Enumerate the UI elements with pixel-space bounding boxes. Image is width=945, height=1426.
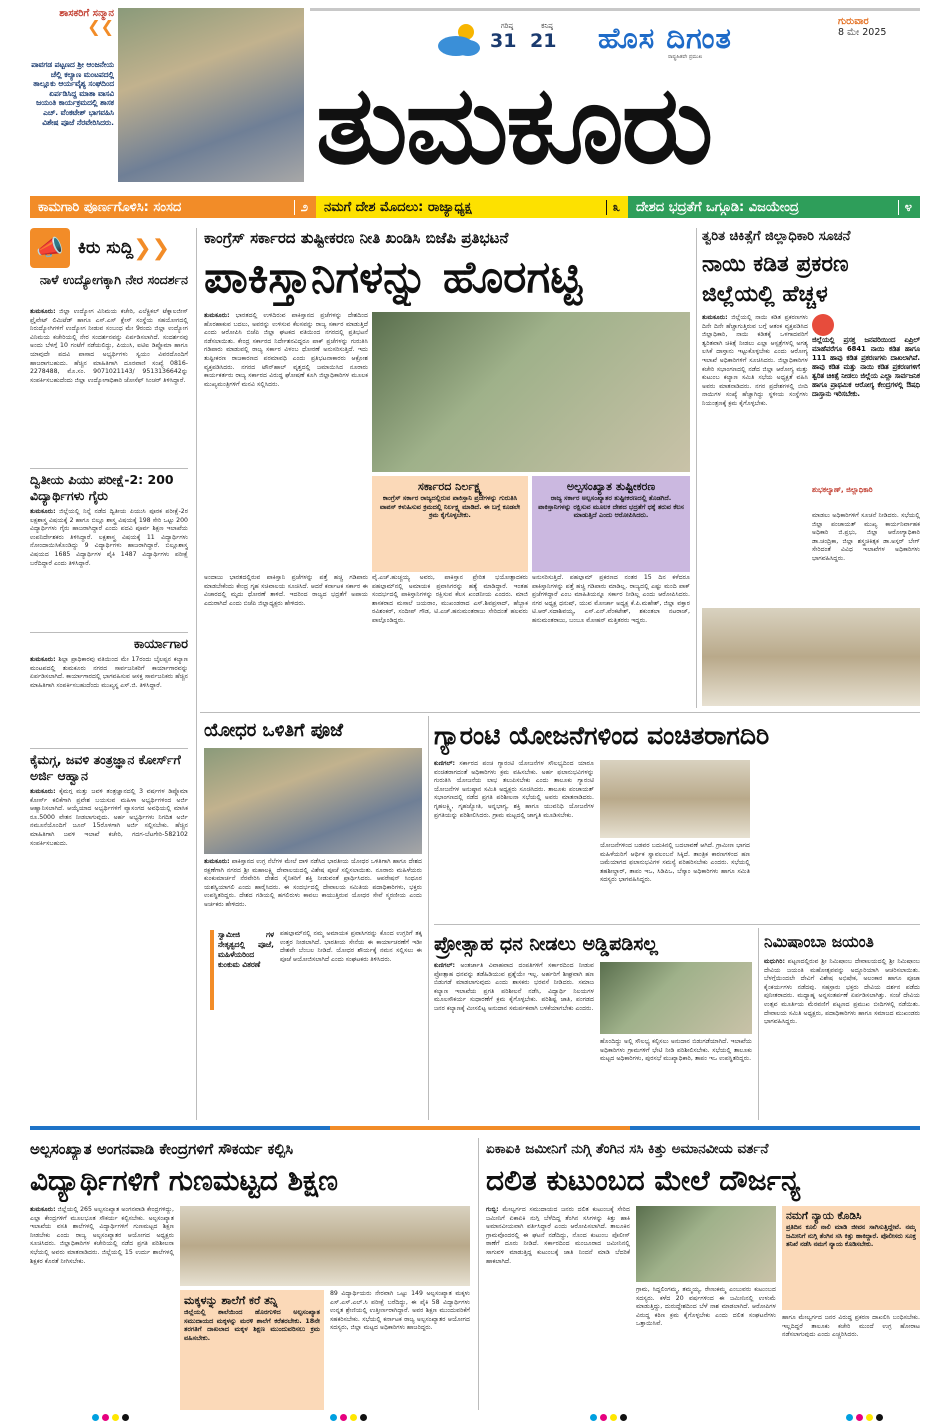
section-rule-1 xyxy=(200,712,920,713)
col-rule-5 xyxy=(478,1138,479,1410)
kiru-divider-1 xyxy=(30,468,188,469)
yodhara-body xyxy=(204,858,422,928)
kiru-item-3-title: ಕಾರ್ಯಾಗಾರ xyxy=(133,637,188,652)
dalita-box-text: ಪ್ರತಿದಿನ ಕೂಲಿ ನಾಲಿ ಮಾಡಿ ಜೀವನ ಸಾಗಿಸುತ್ತಿದ್ದೇವೆ. ನಮ್ಮ ಜಮೀನಿಗೆ ನುಗ್ಗಿ ತೆಂಗಿನ ಸಸಿ ಕಿತ್ತು ಹಾಕಿದ್ದಾರೆ. ಪೊಲೀಸರು ಸೂಕ್ತ ತನಿಖೆ ನಡೆಸಿ ನಮಗೆ ನ್ಯಾಯ ಕೊಡಿಸಬೇಕು. xyxy=(786,1223,916,1249)
anganwadi-body-2: 89 ವಿದ್ಯಾರ್ಥಿಯರು ನೇರವಾಗಿ ಒಟ್ಟು 149 ಅಲ್ಪಸಂಖ್ಯಾತ ಮಕ್ಕಳು ಎಸ್.ಎಸ್.ಎಲ್.ಸಿ ಪರೀಕ್ಷೆ ಬರೆದಿದ್ದು, ಈ ಪೈಕಿ 58 ವಿದ್ಯಾರ್ಥಿಗಳು ಉನ್ನತ ಶ್ರೇಣಿಯಲ್ಲಿ ಉತ್ತೀರ್ಣರಾಗಿದ್ದಾರೆ. ಅವರ ಶಿಕ್ಷಣ ಮುಂದುವರಿಕೆಗೆ ಸಹಕರಿಸಬೇಕು. ಸಭೆಯಲ್ಲಿ ಕರ್ನಾಟಕ ರಾಜ್ಯ ಅಲ್ಪಸಂಖ್ಯಾತರ ಆಯೋಗದ ಸದಸ್ಯರು, ಜಿಲ್ಲಾ ಮಟ್ಟದ ಅಧಿಕಾರಿಗಳು ಹಾಜರಿದ್ದರು. xyxy=(330,1290,470,1332)
ticker-text-1: ಕಾಮಗಾರಿ ಪೂರ್ಣಗೊಳಿಸಿ: ಸಂಸದ xyxy=(38,199,182,215)
protsaha-dateline: ಕುಣಿಗಲ್: xyxy=(434,962,455,969)
ticker-page-3: ೪ xyxy=(898,200,912,215)
dalita-box-title: ನಮಗೆ ನ್ಯಾಯ ಕೊಡಿಸಿ xyxy=(786,1210,862,1222)
chevron-right-icon: ❯❯ xyxy=(133,235,171,261)
left-tag-box xyxy=(30,8,114,50)
registration-marks-center xyxy=(330,1414,367,1421)
dog-dateline: ತುಮಕೂರು: xyxy=(702,314,728,321)
kiru-divider-3 xyxy=(30,748,188,749)
ticker-page-2: ೩ xyxy=(606,200,620,215)
col-rule-4 xyxy=(758,928,759,1120)
kiru-item-2-text: ಜಿಲ್ಲೆಯಲ್ಲಿ ನಿನ್ನೆ ನಡೆದ ದ್ವಿತೀಯ ಪಿಯುಸಿ ಪೂರಕ ಪರೀಕ್ಷೆ-2ರ ಲಕ್ಷಶಾಸ್ತ್ರ ವಿಷಯಕ್ಕೆ 2 ಹಾಗೂ ಬಿಲ್ಲೂ ಶಾಸ್ತ್ರ ವಿಷಯಕ್ಕೆ 198 ಸೇರಿ ಒಟ್ಟು 200 ವಿದ್ಯಾರ್ಥಿಗಳು ಗೈರು ಹಾಜರಾಗಿದ್ದಾರೆ ಎಂದು ಪದವಿ ಪೂರ್ವ ಶಿಕ್ಷಣ ಇಲಾಖೆಯ ಉಪನಿರ್ದೇಶಕರು ತಿಳಿಸಿದ್ದಾರೆ. ಲಕ್ಷಶಾಸ್ತ್ರ ವಿಷಯಕ್ಕೆ 11 ವಿದ್ಯಾರ್ಥಿಗಳು ನೋಂದಾಯಿಸಿಕೊಂಡಿದ್ದು 9 ವಿದ್ಯಾರ್ಥಿಗಳು ಹಾಜರಾಗಿದ್ದಾರೆ. ಬಿಲ್ಲೂಶಾಸ್ತ್ರ ವಿಷಯದ 1685 ವಿದ್ಯಾರ್ಥಿಗಳ ಪೈಕಿ 1487 ವಿದ್ಯಾರ್ಥಿಗಳು ಪರೀಕ್ಷೆ ಬರೆದಿದ್ದಾರೆ ಎಂದು ತಿಳಿಸಿದ್ದಾರೆ. xyxy=(30,508,188,567)
megaphone-icon: 📣 xyxy=(30,228,70,268)
weather-icon xyxy=(434,20,484,60)
lead-body-2: ಅಂದಾಜು ಭಾರತದಲ್ಲಿರುವ ಪಾಕಿಸ್ತಾನಿ ಪ್ರಜೆಗಳನ್ನು ಪತ್ತೆ ಹಚ್ಚಿ ಗಡಿಪಾರು ಮಾಡಬೇಕೆಂದು ಕೇಂದ್ರ ಗೃಹ ಸಚಿವಾಲಯ ಸೂಚಿಸಿದೆ. ಆದರೆ ಕರ್ನಾಟಕ ಸರ್ಕಾರ ಈ ವಿಚಾರದಲ್ಲಿ ಮೃದು ಧೋರಣೆ ತಾಳಿದೆ. ಇದರಿಂದ ರಾಜ್ಯದ ಭದ್ರತೆಗೆ ಅಪಾಯ ಎದುರಾಗಿದೆ ಎಂದು ಬಿಜೆಪಿ ಜಿಲ್ಲಾಧ್ಯಕ್ಷರು ಹೇಳಿದರು. xyxy=(204,574,368,607)
anganwadi-kicker: ಅಲ್ಪಸಂಖ್ಯಾತ ಅಂಗನವಾಡಿ ಕೇಂದ್ರಗಳಿಗೆ ಸೌಕರ್ಯ ಕಲ್ಪಿಸಿ xyxy=(30,1140,294,1158)
kiru-item-3-dateline: ತುಮಕೂರು: xyxy=(30,656,56,663)
lead-body-1-text: ಭಾರತದಲ್ಲಿ ಉಳಿದಿರುವ ಪಾಕಿಸ್ತಾನದ ಪ್ರಜೆಗಳನ್ನು ದೇಶದಿಂದ ಹೊರಹಾಕುವ ಬದಲು, ಅವರನ್ನು ಉಳಿಸುವ ಕೆಲಸವನ್ನು ರಾಜ್ಯ ಸರ್ಕಾರ ಮಾಡುತ್ತಿದೆ ಎಂದು ಆರೋಪಿಸಿ ಬಿಜೆಪಿ ಜಿಲ್ಲಾ ಘಟಕದ ವತಿಯಿಂದ ನಗರದಲ್ಲಿ ಪ್ರತಿಭಟನೆ ನಡೆಸಲಾಯಿತು. ಕೇಂದ್ರ ಸರ್ಕಾರದ ನಿರ್ದೇಶನವಿದ್ದರೂ ಪಾಕ್ ಪ್ರಜೆಗಳನ್ನು ಗುರುತಿಸಿ ಗಡಿಪಾರು ಮಾಡುವಲ್ಲಿ ರಾಜ್ಯ ಸರ್ಕಾರ ವಿಳಂಬ ಧೋರಣೆ ಅನುಸರಿಸುತ್ತಿದೆ. ಇದು ತುಷ್ಟೀಕರಣ ರಾಜಕಾರಣದ ಪರಮಾವಧಿ ಎಂದು ಪ್ರತಿಭಟನಾಕಾರರು ಆಕ್ರೋಶ ವ್ಯಕ್ತಪಡಿಸಿದರು. ನಗರದ ಟೌನ್‌ಹಾಲ್ ವೃತ್ತದಲ್ಲಿ ಜಮಾಯಿಸಿದ ನೂರಾರು ಕಾರ್ಯಕರ್ತರು ರಾಜ್ಯ ಸರ್ಕಾರದ ವಿರುದ್ಧ ಘೋಷಣೆ ಕೂಗಿ ಜಿಲ್ಲಾಧಿಕಾರಿಗಳ ಮೂಲಕ ಮುಖ್ಯಮಂತ್ರಿಗಳಿಗೆ ಮನವಿ ಸಲ್ಲಿಸಿದರು. xyxy=(204,312,368,388)
anganwadi-box xyxy=(180,1290,324,1410)
dalita-photo xyxy=(636,1206,776,1282)
guarantee-headline: ಗ್ಯಾರಂಟಿ ಯೋಜನೆಗಳಿಂದ ವಂಚಿತರಾಗದಿರಿ xyxy=(434,721,770,750)
yodhara-box-text: ಸ್ವಾಮೀಜಿ ಗಳ ನೇತೃತ್ವದಲ್ಲಿ ಪೂಜೆ, ಮಹಿಳೆಯರಿಂದ ಕುಂಕುಮ ವಿತರಣೆ xyxy=(218,930,274,969)
yodhara-body-2: ಪಹಲ್ಗಾಮ್‌ನಲ್ಲಿ ನಮ್ಮ ಅಮಾಯಕ ಪ್ರವಾಸಿಗರನ್ನು ಕೊಂದ ಉಗ್ರರಿಗೆ ತಕ್ಕ ಉತ್ತರ ನೀಡಲಾಗಿದೆ. ಭಾರತೀಯ ಸೇನೆಯ ಈ ಕಾರ್ಯಾಚರಣೆಗೆ ಇಡೀ ದೇಶವೇ ಬೆಂಬಲ ನೀಡಿದೆ. ಯೋಧರ ಶೌರ್ಯಕ್ಕೆ ನಮನ ಸಲ್ಲಿಸಲು ಈ ಪೂಜೆ ಆಯೋಜಿಸಲಾಗಿದೆ ಎಂದು ಸಂಘಟಕರು ತಿಳಿಸಿದರು. xyxy=(280,930,422,963)
dalita-box xyxy=(782,1206,920,1310)
col-rule-3 xyxy=(428,716,429,1120)
anganwadi-photo xyxy=(180,1206,470,1286)
weather-max xyxy=(490,22,524,51)
lead-body-1 xyxy=(204,312,368,570)
nimisha-dateline: ಮಧುಗಿರಿ: xyxy=(764,958,785,965)
guarantee-photo xyxy=(600,760,750,838)
anganwadi-body xyxy=(30,1206,174,1410)
col-rule-2 xyxy=(696,228,697,708)
weather-min-value: 21 xyxy=(530,30,557,52)
protsaha-body-2: ಹೊಂದಿದ್ದು ಅಲ್ಲಿ ಸೌಲಭ್ಯ ಕಲ್ಪಿಸಲು ಅನುದಾನ ಬಿಡುಗಡೆಯಾಗಿದೆ. ಇಲಾಖೆಯ ಅಧಿಕಾರಿಗಳು ಗ್ರಾಮಗಳಿಗೆ ಭೇಟಿ ನೀಡಿ ಪರಿಶೀಲಿಸಬೇಕು. ಸಭೆಯಲ್ಲಿ ತಾಲೂಕು ಮಟ್ಟದ ಅಧಿಕಾರಿಗಳು, ಪುರಸಭೆ ಮುಖ್ಯಾಧಿಕಾರಿ, ತಾಪಂ ಇಒ ಉಪಸ್ಥಿತರಿದ್ದರು. xyxy=(600,1038,752,1063)
weather-min-label: ಕನಿಷ್ಠ xyxy=(541,22,553,30)
top-rule xyxy=(310,8,920,11)
bar-orange xyxy=(330,1126,630,1130)
lead-dateline: ತುಮಕೂರು: xyxy=(204,312,230,319)
nimisha-body-text: ಪಟ್ಟಣದಲ್ಲಿರುವ ಶ್ರೀ ನಿಮಿಷಾಂಬ ದೇವಾಲಯದಲ್ಲಿ ಶ್ರೀ ನಿಮಿಷಾಂಬ ದೇವಿಯ ಜಯಂತಿ ಮಹೋತ್ಸವವನ್ನು ಅದ್ದೂರಿಯಾಗಿ ಆಚರಿಸಲಾಯಿತು. ಬೆಳಗ್ಗೆಯಿಂದಲೇ ದೇವಿಗೆ ವಿಶೇಷ ಅಭಿಷೇಕ, ಅಲಂಕಾರ ಹಾಗೂ ಪೂಜಾ ಕೈಂಕರ್ಯಗಳು ನಡೆದವು. ಸಹಸ್ರಾರು ಭಕ್ತರು ದೇವಿಯ ದರ್ಶನ ಪಡೆದು ಪುನೀತರಾದರು. ಮಧ್ಯಾಹ್ನ ಅನ್ನಸಂತರ್ಪಣೆ ಏರ್ಪಡಿಸಲಾಗಿತ್ತು. ಸಂಜೆ ದೇವಿಯ ಉತ್ಸವ ಮೂರ್ತಿಯ ಮೆರವಣಿಗೆ ಪಟ್ಟಣದ ಪ್ರಮುಖ ಬೀದಿಗಳಲ್ಲಿ ನಡೆಯಿತು. ದೇವಾಲಯ ಸಮಿತಿ ಅಧ್ಯಕ್ಷರು, ಪದಾಧಿಕಾರಿಗಳು ಹಾಗೂ ಸಮಾಜದ ಮುಖಂಡರು ಭಾಗವಹಿಸಿದ್ದರು. xyxy=(764,958,920,1026)
yodhara-body-3 xyxy=(204,1014,276,1116)
kiru-item-1-title: ನಾಳೆ ಉದ್ಯೋಗಕ್ಕಾಗಿ ನೇರ ಸಂದರ್ಶನ xyxy=(39,272,188,287)
section-rule-2 xyxy=(434,924,920,925)
anganwadi-box-text: ಜಿಲ್ಲೆಯಲ್ಲಿ ಶಾಲೆಯಿಂದ ಹೊರಗುಳಿದ ಅಲ್ಪಸಂಖ್ಯಾತ ಸಮುದಾಯದ ಮಕ್ಕಳನ್ನು ಮರಳಿ ಶಾಲೆಗೆ ಕರೆತರಬೇಕು. 18ನೇ ತರಗತಿಗೆ ದಾಖಲಾದ ಮಕ್ಕಳ ಶಿಕ್ಷಣ ಮುಂದುವರಿಸಲು ಕ್ರಮ ವಹಿಸಬೇಕು. xyxy=(184,1308,320,1342)
lead-kicker: ಕಾಂಗ್ರೆಸ್ ಸರ್ಕಾರದ ತುಷ್ಟೀಕರಣ ನೀತಿ ಖಂಡಿಸಿ ಬಿಜೆಪಿ ಪ್ರತಿಭಟನೆ xyxy=(204,229,509,247)
protsaha-body-text: ಅಂತರ್ಜಾತಿ ವಿವಾಹವಾದ ದಂಪತಿಗಳಿಗೆ ಸರ್ಕಾರದಿಂದ ನೀಡುವ ಪ್ರೋತ್ಸಾಹ ಧನವನ್ನು ತಡೆಹಿಡಿಯುವ ಪ್ರಶ್ನೆಯೇ ಇಲ್ಲ. ಅರ್ಹರಿಗೆ ಶೀಘ್ರವಾಗಿ ಹಣ ಬಿಡುಗಡೆ ಮಾಡಲಾಗುವುದು ಎಂದು ಶಾಸಕರು ಭರವಸೆ ನೀಡಿದರು. ಸಮಾಜ ಕಲ್ಯಾಣ ಇಲಾಖೆಯ ಪ್ರಗತಿ ಪರಿಶೀಲನೆ ನಡೆಸಿ, ವಿದ್ಯಾರ್ಥಿ ನಿಲಯಗಳ ಮೂಲಸೌಕರ್ಯ ಸುಧಾರಣೆಗೆ ಕ್ರಮ ಕೈಗೊಳ್ಳಬೇಕು. ಪರಿಶಿಷ್ಟ ಜಾತಿ, ಪಂಗಡದ ಜನರ ಕಲ್ಯಾಣಕ್ಕೆ ಮೀಸಲಿಟ್ಟ ಅನುದಾನ ಸಮರ್ಪಕವಾಗಿ ಬಳಕೆಯಾಗಬೇಕು ಎಂದರು. xyxy=(434,962,594,1012)
lead-body-3: ವೈ.ಎಚ್.ಹುಚ್ಚಯ್ಯ ಅವರು, ಪಾಕಿಸ್ತಾನ ಪ್ರೇರಿತ ಭಯೋತ್ಪಾದಕರು ಪಹಲ್ಗಾಮ್‌ನಲ್ಲಿ ಅಮಾಯಕ ಪ್ರವಾಸಿಗರನ್ನು ಹತ್ಯೆ ಮಾಡಿದ್ದಾರೆ. ಇಂತಹ ಸಂದರ್ಭದಲ್ಲಿ ಪಾಕಿಸ್ತಾನಿಗಳನ್ನು ರಕ್ಷಿಸುವ ಕೆಲಸ ಖಂಡನೀಯ ಎಂದರು. ಮಾಜಿ ಶಾಸಕರಾದ ಮಸಾಲೆ ಜಯರಾಂ, ಮುಖಂಡರಾದ ಎಸ್.ಶಿವಪ್ರಸಾದ್, ಹೆಬ್ಬಾಕ ರವಿಶಂಕರ್, ಸಂದೀಪ್ ಗೌಡ, ಟಿ.ಎಚ್.ಹನುಮಂತರಾಜು ಸೇರಿದಂತೆ ಹಲವರು ಪಾಲ್ಗೊಂಡಿದ್ದರು. xyxy=(372,574,528,624)
dalita-body-3: ಹಾಗೂ ಮೇಲ್ವರ್ಗದ ಜನರ ವಿರುದ್ಧ ಪ್ರಕರಣ ದಾಖಲಿಸಿ ಬಂಧಿಸಬೇಕು. ಇಲ್ಲದಿದ್ದರೆ ತಾಲೂಕು ಕಚೇರಿ ಮುಂದೆ ಉಗ್ರ ಹೋರಾಟ ನಡೆಸಲಾಗುವುದು ಎಂದು ಎಚ್ಚರಿಸಿದರು. xyxy=(782,1314,920,1339)
dalita-kicker: ಏಕಾಏಕಿ ಜಮೀನಿಗೆ ನುಗ್ಗಿ ತೆಂಗಿನ ಸಸಿ ಕಿತ್ತು ಅಮಾನವೀಯ ವರ್ತನೆ xyxy=(486,1141,769,1157)
protsaha-headline: ಪ್ರೋತ್ಸಾಹ ಧನ ನೀಡಲು ಅಡ್ಡಿಪಡಿಸಲ್ಲ xyxy=(434,933,658,955)
dog-box xyxy=(812,314,920,508)
anganwadi-headline: ವಿದ್ಯಾರ್ಥಿಗಳಿಗೆ ಗುಣಮಟ್ಟದ ಶಿಕ್ಷಣ xyxy=(30,1164,338,1197)
yodhara-body-text: ಪಾಕಿಸ್ತಾನದ ಉಗ್ರ ನೆಲೆಗಳ ಮೇಲೆ ದಾಳಿ ನಡೆಸಿದ ಭಾರತೀಯ ಯೋಧರ ಒಳಿತಿಗಾಗಿ ಹಾಗೂ ದೇಶದ ರಕ್ಷಣೆಗಾಗಿ ನಗರದ ಶ್ರೀ ಮಹಾಲಕ್ಷ್ಮಿ ದೇವಾಲಯದಲ್ಲಿ ವಿಶೇಷ ಪೂಜೆ ಸಲ್ಲಿಸಲಾಯಿತು. ನೂರಾರು ಮಹಿಳೆಯರು ಕುಂಕುಮಾರ್ಚನೆ ನೆರವೇರಿಸಿ ದೇಶದ ಸೈನಿಕರಿಗೆ ಶಕ್ತಿ ನೀಡುವಂತೆ ಪ್ರಾರ್ಥಿಸಿದರು. ಆಪರೇಷನ್ ಸಿಂಧೂರ ಯಶಸ್ವಿಯಾಗಲಿ ಎಂದು ಹಾರೈಸಿದರು. ಈ ಸಂದರ್ಭದಲ್ಲಿ ದೇವಾಲಯ ಸಮಿತಿಯ ಪದಾಧಿಕಾರಿಗಳು, ಭಕ್ತರು ಉಪಸ್ಥಿತರಿದ್ದರು. ದೇಶದ ಗಡಿಯಲ್ಲಿ ಹಗಲಿರುಳು ಕಾವಲು ಕಾಯುತ್ತಿರುವ ಯೋಧರ ಸೇವೆ ಸ್ಮರಣೀಯ ಎಂದು ಅರ್ಚಕರು ಹೇಳಿದರು. xyxy=(204,858,422,908)
ticker-item-2[interactable] xyxy=(316,196,628,218)
registration-marks-right xyxy=(846,1414,883,1421)
dalita-body xyxy=(486,1206,630,1410)
ticker-text-2: ನಮಗೆ ದೇಶ ಮೊದಲು: ರಾಜ್ಯಾಧ್ಯಕ್ಷ xyxy=(324,199,472,215)
kiru-item-3 xyxy=(30,636,188,744)
brand-logo xyxy=(598,22,798,64)
dog-kicker: ತ್ವರಿತ ಚಿಕಿತ್ಸೆಗೆ ಜಿಲ್ಲಾಧಿಕಾರಿ ಸೂಚನೆ xyxy=(702,229,851,244)
kiru-divider-2 xyxy=(30,632,188,633)
ticker-item-3[interactable] xyxy=(628,196,920,218)
dog-body-2: ಮಾಡಲು ಅಧಿಕಾರಿಗಳಿಗೆ ಸೂಚನೆ ನೀಡಿದರು. ಸಭೆಯಲ್ಲಿ ಜಿಲ್ಲಾ ಪಂಚಾಯತ್ ಮುಖ್ಯ ಕಾರ್ಯನಿರ್ವಾಹಕ ಅಧಿಕಾರಿ ಜಿ.ಪ್ರಭು, ಜಿಲ್ಲಾ ಆರೋಗ್ಯಾಧಿಕಾರಿ ಡಾ.ಚಂದ್ರಿಕಾ, ಜಿಲ್ಲಾ ಶಸ್ತ್ರಚಿಕಿತ್ಸಕ ಡಾ.ಅಸ್ಗರ್ ಬೇಗ್ ಸೇರಿದಂತೆ ವಿವಿಧ ಇಲಾಖೆಗಳ ಅಧಿಕಾರಿಗಳು ಭಾಗವಹಿಸಿದ್ದರು. xyxy=(812,512,920,562)
kiru-item-3-text: ಶಿಲ್ಪಾ ಪ್ರಾಧಿಕಾರವು ವತಿಯಿಂದ ಮೇ 17ರಂದು ಬೈಲಪ್ಪನ ಕಲ್ಯಾಣ ಮಂಟಪದಲ್ಲಿ ತುಮಕೂರು ನಗರದ ಸಾರ್ವಜನಿಕರಿಗೆ ಕಾರ್ಯಾಗಾರವನ್ನು ಏರ್ಪಡಿಸಲಾಗಿದೆ. ಕಾರ್ಯಾಗಾರದಲ್ಲಿ ಭಾಗವಹಿಸುವ ಆಸಕ್ತ ಸಾರ್ವಜನಿಕರು ಹೆಚ್ಚಿನ ಮಾಹಿತಿಗಾಗಿ ಸಂಪರ್ಕಿಸಬಹುದೆಂದು ಮುಖ್ಯಸ್ಥ ಎಸ್.ಜಿ. ತಿಳಿಸಿದ್ದಾರೆ. xyxy=(30,656,188,689)
chevron-icon: ❮❮ xyxy=(87,17,114,36)
dog-box-sign: ಶುಭಕಲ್ಯಾಣ್, ಜಿಲ್ಲಾಧಿಕಾರಿ xyxy=(812,486,873,494)
ticker-text-3: ದೇಶದ ಭದ್ರತೆಗೆ ಒಗ್ಗೂಡಿ: ವಿಜಯೇಂದ್ರ xyxy=(636,199,799,215)
ticker-bar xyxy=(30,196,920,218)
anganwadi-box-title: ಮಕ್ಕಳನ್ನು ಶಾಲೆಗೆ ಕರೆ ತನ್ನಿ xyxy=(184,1294,278,1307)
ticker-page-1: ೨ xyxy=(294,200,308,215)
lead-photo-box-2 xyxy=(532,476,690,572)
ticker-item-1[interactable] xyxy=(30,196,316,218)
bar-blue-2 xyxy=(630,1126,920,1130)
dog-body-3 xyxy=(702,512,808,604)
kiru-item-1-text: ಜಿಲ್ಲಾ ಉದ್ಯೋಗ ವಿನಿಮಯ ಕಚೇರಿ, ಎಲೆಕ್ಟ್ರಿಕಲ್ ಟೆಕ್ನಾಲಜೀಸ್ ಪ್ರೈವೇಟ್ ಲಿಮಿಟೆಡ್ ಹಾಗೂ ಎಸ್.ಎಸ್ ಕ್ಲೇಸ್ ಸಂಸ್ಥೆಯ ಸಹಯೋಗದಲ್ಲಿ ನಿರುದ್ಯೋಗಿಗಳಿಗೆ ಉದ್ಯೋಗ ನೀಡುವ ಸಂಬಂಧ ಮೇ 9ರಂದು ಜಿಲ್ಲಾ ಉದ್ಯೋಗ ವಿನಿಮಯ ಕಚೇರಿಯಲ್ಲಿ ನೇರ ಸಂದರ್ಶನವನ್ನು ಏರ್ಪಡಿಸಲಾಗಿದೆ. ಸಂದರ್ಶನವು ಅಂದು ಬೆಳಗ್ಗೆ 10 ಗಂಟೆಗೆ ನಡೆಯಲಿದ್ದು, ಪಿಯುಸಿ, ಐಟಿಐ ಡಿಪ್ಲೊಮಾ ಹಾಗೂ ಯಾವುದೇ ಪದವಿ ಪಾಸಾದ ಅಭ್ಯರ್ಥಿಗಳು ಸ್ವಯಂ ವಿವರದೊಂದಿಗೆ ಹಾಜರಾಗಬಹುದು. ಹೆಚ್ಚಿನ ಮಾಹಿತಿಗಾಗಿ ದೂರವಾಣಿ ಸಂಖ್ಯೆ 0816-2278488, ಮೊ.ಸಂ. 9071021143/ 9513136642ನ್ನು ಸಂಪರ್ಕಿಸಬಹುದೆಂದು ಜಿಲ್ಲಾ ಉದ್ಯೋಗಾಧಿಕಾರಿ ಜೋಸೆಫ್ ಸಿಂಚರ್ ತಿಳಿಸಿದ್ದಾರೆ. xyxy=(30,308,188,384)
lead-photo-label-1: ಸರ್ಕಾರದ ನಿರ್ಲಕ್ಷ್ಯ xyxy=(418,480,482,493)
guarantee-dateline: ಕುಣಿಗಲ್: xyxy=(434,760,455,767)
protsaha-body xyxy=(434,962,594,1116)
nimisha-headline: ನಿಮಿಷಾಂಬಾ ಜಯಂತಿ xyxy=(764,933,874,951)
section-bar-bottom xyxy=(30,1126,920,1132)
left-tag: ಶಾಸಕರಿಗೆ ಸನ್ಮಾನ xyxy=(59,8,114,19)
brand-tagline: ರಾಷ್ಟ್ರಹಿತವೇ ಪ್ರಮುಖ xyxy=(668,54,703,60)
lead-photo-text-2: ರಾಜ್ಯ ಸರ್ಕಾರ ಅಲ್ಪಸಂಖ್ಯಾತರ ತುಷ್ಟೀಕರಣದಲ್ಲಿ ತೊಡಗಿದೆ. ಪಾಕಿಸ್ತಾನಿಗಳನ್ನು ರಕ್ಷಿಸುವ ಮೂಲಕ ದೇಶದ ಭದ್ರತೆಗೆ ಧಕ್ಕೆ ತರುವ ಕೆಲಸ ಮಾಡುತ್ತಿದೆ ಎಂದು ಆರೋಪಿಸಿದರು. xyxy=(538,494,684,520)
yodhara-dateline: ತುಮಕೂರು: xyxy=(204,858,230,865)
kiru-item-2-title: ದ್ವಿತೀಯ ಪಿಯು ಪರೀಕ್ಷೆ-2: 200 ವಿದ್ಯಾರ್ಥಿಗಳು ಗೈರು xyxy=(30,472,174,503)
lead-photo-box-1 xyxy=(372,476,528,572)
kiru-item-2-body xyxy=(30,508,188,628)
kiru-title: ಕಿರು ಸುದ್ದಿ xyxy=(78,238,134,258)
lead-photo-text-1: ಕಾಂಗ್ರೆಸ್ ಸರ್ಕಾರ ರಾಜ್ಯದಲ್ಲಿರುವ ಪಾಕಿಸ್ತಾನಿ ಪ್ರಜೆಗಳನ್ನು ಗುರುತಿಸಿ ವಾಪಸ್ ಕಳುಹಿಸುವ ಕ್ರಮದಲ್ಲಿ ನಿರ್ಲಕ್ಷ್ಯ ಮಾಡಿದೆ. ಈ ಬಗ್ಗೆ ಕೂಡಲೇ ಕ್ರಮ ಕೈಗೊಳ್ಳಬೇಕು. xyxy=(379,494,521,520)
guarantee-body xyxy=(434,760,594,920)
dog-body xyxy=(702,314,808,510)
dog-headline: ನಾಯಿ ಕಡಿತ ಪ್ರಕರಣ ಜಿಲ್ಲೆಯಲ್ಲಿ ಹೆಚ್ಚಳ xyxy=(702,252,849,307)
dog-photo xyxy=(702,608,920,706)
kiru-item-2-dateline: ತುಮಕೂರು: xyxy=(30,508,56,515)
dog-box-text: ಜಿಲ್ಲೆಯಲ್ಲಿ ಪ್ರಸಕ್ತ ಜನವರಿಯಿಂದ ಏಪ್ರಿಲ್ ಮಾಹೆವರೆಗೂ 6841 ನಾಯಿ ಕಡಿತ ಹಾಗೂ 111 ಹಾವು ಕಡಿತ ಪ್ರಕರಣಗಳು ದಾಖಲಾಗಿವೆ. ಹಾವು ಕಡಿತ ಮತ್ತು ನಾಯಿ ಕಡಿತ ಪ್ರಕರಣಗಳಿಗೆ ತ್ವರಿತ ಚಿಕಿತ್ಸೆ ನೀಡಲು ಜಿಲ್ಲೆಯ ಎಲ್ಲಾ ಸಾರ್ವಜನಿಕ ಹಾಗೂ ಪ್ರಾಥಮಿಕ ಆರೋಗ್ಯ ಕೇಂದ್ರಗಳಲ್ಲಿ ಔಷಧಿ ದಾಸ್ತಾನು ಇರಿಸಬೇಕು. xyxy=(812,336,920,398)
registration-marks-center2 xyxy=(590,1414,627,1421)
guarantee-body-text: ಸರ್ಕಾರದ ಪಂಚ ಗ್ಯಾರಂಟಿ ಯೋಜನೆಗಳ ಸೌಲಭ್ಯದಿಂದ ಯಾರೂ ವಂಚಿತರಾಗದಂತೆ ಅಧಿಕಾರಿಗಳು ಕ್ರಮ ವಹಿಸಬೇಕು. ಅರ್ಹ ಫಲಾನುಭವಿಗಳನ್ನು ಗುರುತಿಸಿ ಯೋಜನೆಯ ಲಾಭ ತಲುಪಿಸಬೇಕು ಎಂದು ತಾಲೂಕು ಗ್ಯಾರಂಟಿ ಯೋಜನೆಗಳ ಅನುಷ್ಠಾನ ಸಮಿತಿ ಅಧ್ಯಕ್ಷರು ಸೂಚಿಸಿದರು. ತಾಲೂಕು ಪಂಚಾಯತ್ ಸಭಾಂಗಣದಲ್ಲಿ ನಡೆದ ಪ್ರಗತಿ ಪರಿಶೀಲನಾ ಸಭೆಯಲ್ಲಿ ಅವರು ಮಾತನಾಡಿದರು. ಗೃಹಲಕ್ಷ್ಮಿ, ಗೃಹಜ್ಯೋತಿ, ಅನ್ನಭಾಗ್ಯ, ಶಕ್ತಿ ಹಾಗೂ ಯುವನಿಧಿ ಯೋಜನೆಗಳ ಪ್ರಗತಿಯನ್ನು ಪರಿಶೀಲಿಸಿದರು. ಗ್ರಾಮ ಮಟ್ಟದಲ್ಲಿ ಜಾಗೃತಿ ಮೂಡಿಸಬೇಕು. xyxy=(434,760,594,819)
yodhara-photo xyxy=(204,748,422,854)
yodhara-headline: ಯೋಧರ ಒಳಿತಿಗೆ ಪೂಜೆ xyxy=(204,720,343,741)
dalita-body-2: ಗ್ರಾಮ, ಸಿದ್ದಲಿಂಗಮ್ಮ, ತಮ್ಮಯ್ಯ, ರೇಣುಕಮ್ಮ ಎಂಬುವರು ಕುಟುಂಬದ ಸದಸ್ಯರು. ಕಳೆದ 20 ವರ್ಷಗಳಿಂದ ಈ ಜಮೀನಿನಲ್ಲಿ ಉಳುಮೆ ಮಾಡುತ್ತಿದ್ದು, ದುರುದ್ದೇಶದಿಂದ ಬೆಳೆ ನಾಶ ಮಾಡಲಾಗಿದೆ. ಆರೋಪಿಗಳ ವಿರುದ್ಧ ಕಠಿಣ ಕ್ರಮ ಕೈಗೊಳ್ಳಬೇಕು ಎಂದು ದಲಿತ ಸಂಘಟನೆಗಳು ಒತ್ತಾಯಿಸಿವೆ. xyxy=(636,1286,776,1328)
edition-title: ತುಮಕೂರು xyxy=(316,66,712,186)
lead-photo xyxy=(372,312,690,472)
date: 8 ಮೇ 2025 xyxy=(838,27,887,38)
anganwadi-body-text: ಜಿಲ್ಲೆಯಲ್ಲಿ 265 ಅಲ್ಪಸಂಖ್ಯಾತ ಅಂಗನವಾಡಿ ಕೇಂದ್ರಗಳಿದ್ದು, ಎಲ್ಲಾ ಕೇಂದ್ರಗಳಿಗೆ ಮೂಲಭೂತ ಸೌಕರ್ಯ ಕಲ್ಪಿಸಬೇಕು. ಅಲ್ಪಸಂಖ್ಯಾತ ಇಲಾಖೆಯ ವಸತಿ ಶಾಲೆಗಳಲ್ಲಿ ವಿದ್ಯಾರ್ಥಿಗಳಿಗೆ ಗುಣಮಟ್ಟದ ಶಿಕ್ಷಣ ನೀಡಬೇಕು ಎಂದು ರಾಜ್ಯ ಅಲ್ಪಸಂಖ್ಯಾತರ ಆಯೋಗದ ಅಧ್ಯಕ್ಷರು ಸೂಚಿಸಿದರು. ಜಿಲ್ಲಾಧಿಕಾರಿಗಳ ಕಚೇರಿಯಲ್ಲಿ ನಡೆದ ಪ್ರಗತಿ ಪರಿಶೀಲನಾ ಸಭೆಯಲ್ಲಿ ಅವರು ಮಾತನಾಡಿದರು. ಜಿಲ್ಲೆಯಲ್ಲಿ 15 ಉರ್ದು ಶಾಲೆಗಳಲ್ಲಿ ಶಿಕ್ಷಕರ ಕೊರತೆ ನೀಗಿಸಬೇಕು. xyxy=(30,1206,174,1265)
left-caption: ಪಾವಗಡ ಪಟ್ಟಣದ ಶ್ರೀ ಆಂಜನೇಯ ಚೆಲ್ಲಿ ಕಲ್ಯಾಣ ಮಂಟಪದಲ್ಲಿ ತಾಲ್ಲೂಕು ಆರ್ಯವೈಶ್ಯ ಸಂಘದಿಂದ ಏರ್ಪಡಿಸಿದ್ದ ಮಾತಾ ವಾಸವಿ ಜಯಂತಿ ಕಾರ್ಯಕ್ರಮದಲ್ಲಿ ಶಾಸಕ ಎಚ್. ವೆಂಕಟೇಶ್ ಭಾಗವಹಿಸಿ ವಿಶೇಷ ಪೂಜೆ ನೆರವೇರಿಸಿದರು. xyxy=(31,60,114,127)
dalita-body-text: ಮೇಲ್ವರ್ಗದ ಸಮುದಾಯದ ಜನರು ದಲಿತ ಕುಟುಂಬಕ್ಕೆ ಸೇರಿದ ಜಮೀನಿಗೆ ಏಕಾಏಕಿ ನುಗ್ಗಿ ಬೆಳೆದಿದ್ದ ತೆಂಗಿನ ಸಸಿಗಳನ್ನು ಕಿತ್ತು ಹಾಕಿ ಅಮಾನವೀಯವಾಗಿ ವರ್ತಿಸಿದ್ದಾರೆ ಎಂದು ಆರೋಪಿಸಲಾಗಿದೆ. ತಾಲೂಕಿನ ಗ್ರಾಮವೊಂದರಲ್ಲಿ ಈ ಘಟನೆ ನಡೆದಿದ್ದು, ನೊಂದ ಕುಟುಂಬ ಪೊಲೀಸ್ ಠಾಣೆಗೆ ದೂರು ನೀಡಿದೆ. ಸರ್ಕಾರದಿಂದ ಮಂಜೂರಾದ ಜಮೀನಿನಲ್ಲಿ ಸಾಗುವಳಿ ಮಾಡುತ್ತಿದ್ದ ಕುಟುಂಬಕ್ಕೆ ಜಾತಿ ನಿಂದನೆ ಮಾಡಿ ಬೆದರಿಕೆ ಹಾಕಲಾಗಿದೆ. xyxy=(486,1206,630,1265)
kiru-item-4-text: ಕೈಮಗ್ಗ ಮತ್ತು ಜವಳಿ ತಂತ್ರಜ್ಞಾನದಲ್ಲಿ 3 ವರ್ಷಗಳ ಡಿಪ್ಲೊಮಾ ಕೋರ್ಸ್ ಕಲಿಕೆಗಾಗಿ ಪ್ರವೇಶ ಬಯಸುವ ಮಹಿಳಾ ಅಭ್ಯರ್ಥಿಗಳಿಂದ ಅರ್ಜಿ ಆಹ್ವಾನಿಸಲಾಗಿದೆ. ಆಯ್ಕೆಯಾದ ಅಭ್ಯರ್ಥಿಗಳಿಗೆ ವ್ಯಾಸಂಗದ ಅವಧಿಯಲ್ಲಿ ಮಾಸಿಕ ರೂ.5000 ವೇತನ ನೀಡಲಾಗುವುದು. ಅರ್ಹ ಅಭ್ಯರ್ಥಿಗಳು ನಿಗದಿತ ಅರ್ಜಿ ನಮೂನೆಯೊಂದಿಗೆ ಜೂನ್ 15ರೊಳಗಾಗಿ ಅರ್ಜಿ ಸಲ್ಲಿಸಬೇಕು. ಹೆಚ್ಚಿನ ಮಾಹಿತಿಗಾಗಿ ಜವಳಿ ಇಲಾಖೆ ಕಚೇರಿ, ಗದಗ-ಬೆಟಗೇರಿ-582102 ಸಂಪರ್ಕಿಸಬಹುದು. xyxy=(30,788,188,847)
nimisha-body xyxy=(764,958,920,1116)
dog-body-text: ಜಿಲ್ಲೆಯಲ್ಲಿ ನಾಯಿ ಕಡಿತ ಪ್ರಕರಣಗಳು ದಿನೇ ದಿನೇ ಹೆಚ್ಚಾಗುತ್ತಿರುವ ಬಗ್ಗೆ ಆತಂಕ ವ್ಯಕ್ತಪಡಿಸಿದ ಜಿಲ್ಲಾಧಿಕಾರಿ, ನಾಯಿ ಕಡಿತಕ್ಕೆ ಒಳಗಾದವರಿಗೆ ತ್ವರಿತವಾಗಿ ಚಿಕಿತ್ಸೆ ನೀಡಲು ಎಲ್ಲಾ ಆಸ್ಪತ್ರೆಗಳಲ್ಲಿ ಅಗತ್ಯ ಲಸಿಕೆ ದಾಸ್ತಾನು ಇಟ್ಟುಕೊಳ್ಳಬೇಕು ಎಂದು ಆರೋಗ್ಯ ಇಲಾಖೆ ಅಧಿಕಾರಿಗಳಿಗೆ ಸೂಚಿಸಿದರು. ಜಿಲ್ಲಾಧಿಕಾರಿಗಳ ಕಚೇರಿ ಸಭಾಂಗಣದಲ್ಲಿ ನಡೆದ ಜಿಲ್ಲಾ ಆರೋಗ್ಯ ಮತ್ತು ಕುಟುಂಬ ಕಲ್ಯಾಣ ಸಮಿತಿ ಸಭೆಯ ಅಧ್ಯಕ್ಷತೆ ವಹಿಸಿ ಅವರು ಮಾತನಾಡಿದರು. ನಗರ ಪ್ರದೇಶಗಳಲ್ಲಿ ಬೀದಿ ನಾಯಿಗಳ ಸಂಖ್ಯೆ ಹೆಚ್ಚಾಗಿದ್ದು ಸ್ಥಳೀಯ ಸಂಸ್ಥೆಗಳು ನಿಯಂತ್ರಣಕ್ಕೆ ಕ್ರಮ ಕೈಗೊಳ್ಳಬೇಕು. xyxy=(702,314,808,407)
dalita-headline: ದಲಿತ ಕುಟುಂಬದ ಮೇಲೆ ದೌರ್ಜನ್ಯ xyxy=(486,1164,801,1197)
bar-blue-1 xyxy=(30,1126,330,1130)
kiru-item-4-title: ಕೈಮಗ್ಗ, ಜವಳಿ ತಂತ್ರಜ್ಞಾನ ಕೋರ್ಸ್‌ಗೆ ಅರ್ಜಿ ಆಹ್ವಾನ xyxy=(30,752,181,783)
weather-max-label: ಗರಿಷ್ಠ xyxy=(500,22,514,30)
masthead-photo xyxy=(118,8,304,182)
protsaha-photo xyxy=(600,962,752,1034)
yodhara-box xyxy=(210,930,274,1010)
quote-icon xyxy=(812,314,834,336)
weather-max-value: 31 xyxy=(490,30,517,52)
lead-headline: ಪಾಕಿಸ್ತಾನಿಗಳನ್ನು ಹೊರಗಟ್ಟಿ xyxy=(204,252,583,303)
anganwadi-dateline: ತುಮಕೂರು: xyxy=(30,1206,56,1213)
kiru-item-3-body xyxy=(30,656,188,744)
kiru-item-1-body xyxy=(30,308,188,466)
kiru-label xyxy=(30,228,190,268)
kiru-item-2 xyxy=(30,472,188,628)
lead-photo-label-2: ಅಲ್ಪಸಂಖ್ಯಾತ ತುಷ್ಟೀಕರಣ xyxy=(566,480,656,493)
weather-min xyxy=(530,22,564,51)
kiru-item-1 xyxy=(30,272,188,466)
date-box xyxy=(838,16,918,38)
lead-body-4: ಅನುಸರಿಸುತ್ತಿದೆ. ಪಹಲ್ಗಾಮ್ ಪ್ರಕರಣದ ನಂತರ 15 ದಿನ ಕಳೆದರೂ ಪಾಕಿಸ್ತಾನಿಗಳನ್ನು ಪತ್ತೆ ಹಚ್ಚಿ ಗಡಿಪಾರು ಮಾಡಿಲ್ಲ. ರಾಜ್ಯದಲ್ಲಿ ಎಷ್ಟು ಮಂದಿ ಪಾಕ್ ಪ್ರಜೆಗಳಿದ್ದಾರೆ ಎಂಬ ಮಾಹಿತಿಯನ್ನೂ ಸರ್ಕಾರ ನೀಡಿಲ್ಲ ಎಂದು ಆರೋಪಿಸಿದರು. ನಗರ ಅಧ್ಯಕ್ಷ ಧನುಷ್, ಯುವ ಮೋರ್ಚಾ ಅಧ್ಯಕ್ಷ ಕೆ.ಪಿ.ಮಹೇಶ್, ಜಿಲ್ಲಾ ವಕ್ತಾರ ಟಿ.ಆರ್.ಸದಾಶಿವಯ್ಯ, ಎಸ್.ಎನ್.ವೆಂಕಟೇಶ್, ಶಕುಂತಲಾ ನಟರಾಜ್, ಹನುಮಂತರಾಜು, ಬಂಬೂ ಮೋಹನ್ ಮತ್ತಿತರರು ಇದ್ದರು. xyxy=(532,574,690,624)
day: ಗುರುವಾರ xyxy=(838,16,869,27)
kiru-item-1-dateline: ತುಮಕೂರು: xyxy=(30,308,56,315)
kiru-item-4-dateline: ತುಮಕೂರು: xyxy=(30,788,56,795)
dalita-dateline: ಗುಬ್ಬಿ: xyxy=(486,1206,499,1213)
kiru-item-4 xyxy=(30,752,188,1114)
brand-name: ಹೊಸ ದಿಗಂತ xyxy=(598,21,732,55)
guarantee-body-2: ಯೋಜನೆಗಳಿಂದ ಬಡವರ ಬದುಕಿನಲ್ಲಿ ಬದಲಾವಣೆ ಆಗಿದೆ. ಗ್ರಾಮೀಣ ಭಾಗದ ಮಹಿಳೆಯರಿಗೆ ಆರ್ಥಿಕ ಸ್ವಾವಲಂಬನೆ ಸಿಕ್ಕಿದೆ. ತಾಂತ್ರಿಕ ಕಾರಣಗಳಿಂದ ಹಣ ಜಮೆಯಾಗದ ಫಲಾನುಭವಿಗಳ ಸಮಸ್ಯೆ ಪರಿಹರಿಸಬೇಕು ಎಂದರು. ಸಭೆಯಲ್ಲಿ ತಹಶೀಲ್ದಾರ್, ತಾಪಂ ಇಒ, ಸಿಡಿಪಿಒ, ಬೆಸ್ಕಾಂ ಅಧಿಕಾರಿಗಳು ಹಾಗೂ ಸಮಿತಿ ಸದಸ್ಯರು ಭಾಗವಹಿಸಿದ್ದರು. xyxy=(600,842,750,884)
col-rule-1 xyxy=(196,228,197,1120)
kiru-item-4-body xyxy=(30,788,188,1114)
registration-marks-left xyxy=(92,1414,129,1421)
guarantee-body-3 xyxy=(756,760,920,920)
